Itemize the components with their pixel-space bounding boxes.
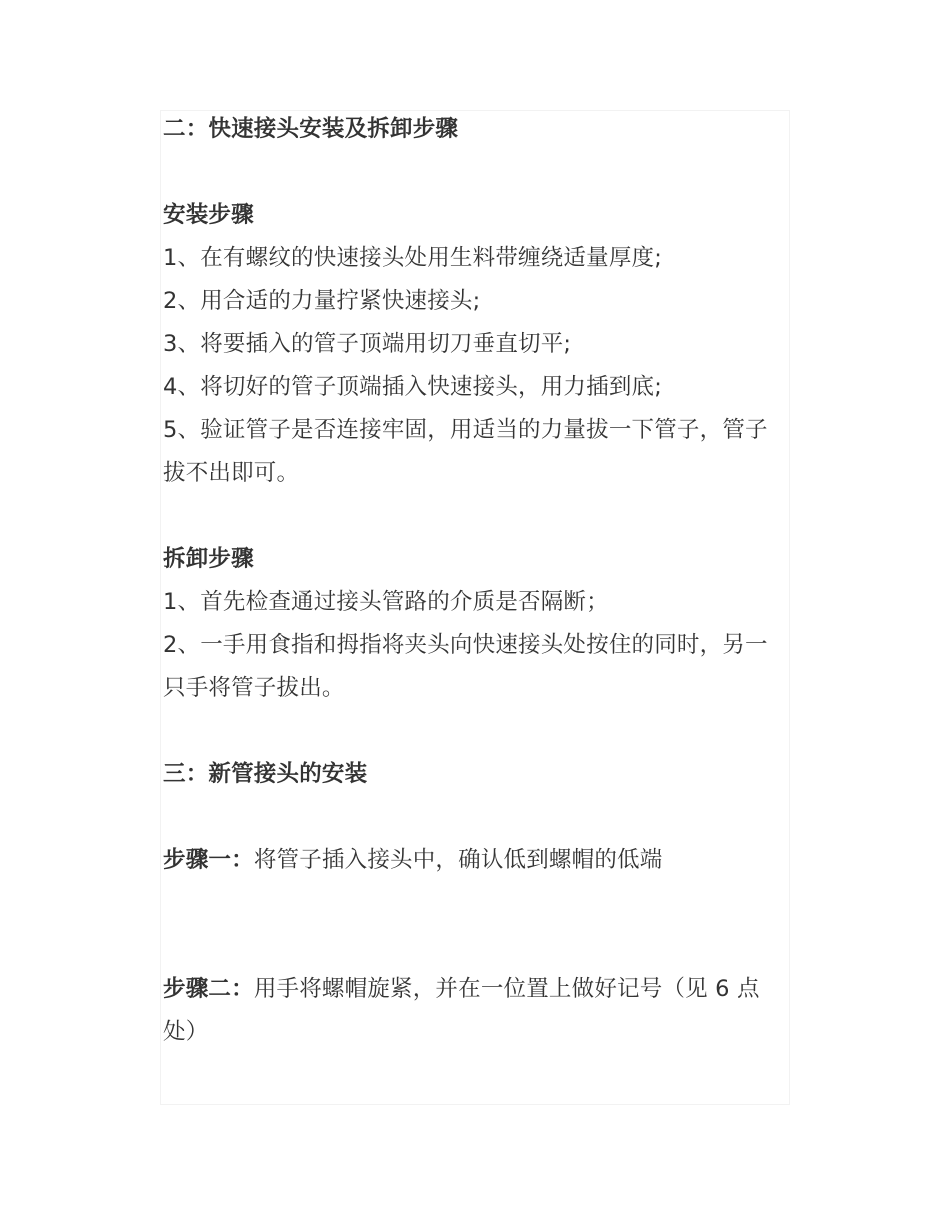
spacer xyxy=(163,151,781,194)
spacer xyxy=(163,796,781,839)
install-step-5: 5、验证管子是否连接牢固，用适当的力量拔一下管子，管子拔不出即可。 xyxy=(163,417,768,486)
step-2-label: 步骤二： xyxy=(163,976,254,1002)
install-step-1: 1、在有螺纹的快速接头处用生料带缠绕适量厚度; xyxy=(163,245,662,271)
section-2-heading: 二：快速接头安装及拆卸步骤 xyxy=(163,116,459,142)
step-1-label: 步骤一： xyxy=(163,847,254,873)
install-step-2: 2、用合适的力量拧紧快速接头; xyxy=(163,288,481,314)
remove-step-2: 2、一手用食指和拇指将夹头向快速接头处按住的同时，另一只手将管子拔出。 xyxy=(163,632,768,701)
install-step-4: 4、将切好的管子顶端插入快速接头，用力插到底; xyxy=(163,374,662,400)
install-step-3: 3、将要插入的管子顶端用切刀垂直切平; xyxy=(163,331,572,357)
step-1-text: 将管子插入接头中，确认低到螺帽的低端 xyxy=(253,847,663,873)
new-fitting-step-1 xyxy=(163,839,781,882)
new-fitting-step-2 xyxy=(163,968,781,1054)
remove-steps-title: 拆卸步骤 xyxy=(163,546,254,572)
section-3-heading: 三：新管接头的安装 xyxy=(163,761,368,787)
spacer xyxy=(163,710,781,753)
document-body xyxy=(163,108,781,1054)
spacer xyxy=(163,882,781,968)
remove-step-1: 1、首先检查通过接头管路的介质是否隔断； xyxy=(163,589,609,615)
install-steps-title: 安装步骤 xyxy=(163,202,254,228)
spacer xyxy=(163,495,781,538)
step-2-text: 用手将螺帽旋紧，并在一位置上做好记号（见 6 点处） xyxy=(163,976,760,1045)
